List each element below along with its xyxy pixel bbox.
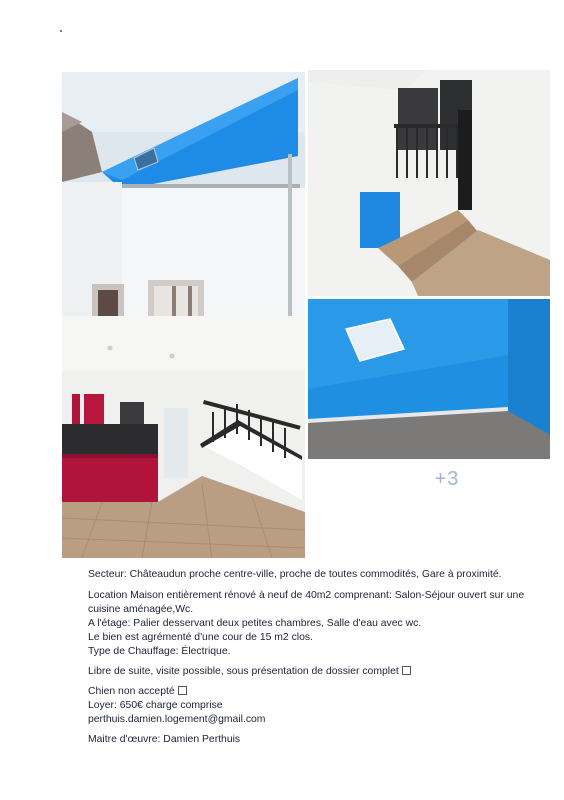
heating-line: Type de Chauffage: Électrique. <box>88 646 231 657</box>
pets-text: Chien non accepté <box>88 686 175 697</box>
yard-line: Le bien est agrémenté d'une cour de 15 m2 clos. <box>88 632 313 643</box>
kitchen-illustration <box>62 316 305 558</box>
photo-gallery <box>62 66 550 558</box>
availability-line <box>88 665 548 679</box>
pets-line <box>88 685 548 699</box>
scan-speck <box>60 30 62 32</box>
more-photos-count[interactable]: +3 <box>434 468 460 490</box>
availability-text: Libre de suite, visite possible, sous présentation de dossier complet <box>88 666 399 677</box>
contractor-line: Maitre d'œuvre: Damien Perthuis <box>88 734 241 745</box>
attic-illustration <box>308 299 550 459</box>
staircase-illustration <box>308 70 550 296</box>
placeholder-glyph-icon <box>402 666 411 675</box>
photo-attic-room[interactable] <box>308 299 550 459</box>
floor-line: A l'étage: Palier desservant deux petites chambres, Salle d'eau avec wc. <box>88 618 422 629</box>
photo-staircase[interactable] <box>308 70 550 296</box>
listing-description <box>88 568 548 747</box>
exterior-illustration <box>62 72 305 316</box>
description-line-1: Location Maison entièrement rénové à neuf de 40m2 comprenant: Salon-Séjour ouvert sur une <box>88 590 525 601</box>
sector-line: Secteur: Châteaudun proche centre-ville, proche de toutes commodités, Gare à proximité. <box>88 569 502 580</box>
description-line-2: cuisine aménagée,Wc. <box>88 604 194 615</box>
placeholder-glyph-icon <box>178 686 187 695</box>
photo-exterior[interactable] <box>62 72 305 316</box>
rent-line: Loyer: 650€ charge comprise <box>88 700 223 711</box>
email-line[interactable]: perthuis.damien.logement@gmail.com <box>88 714 266 725</box>
photo-kitchen[interactable] <box>62 316 305 558</box>
